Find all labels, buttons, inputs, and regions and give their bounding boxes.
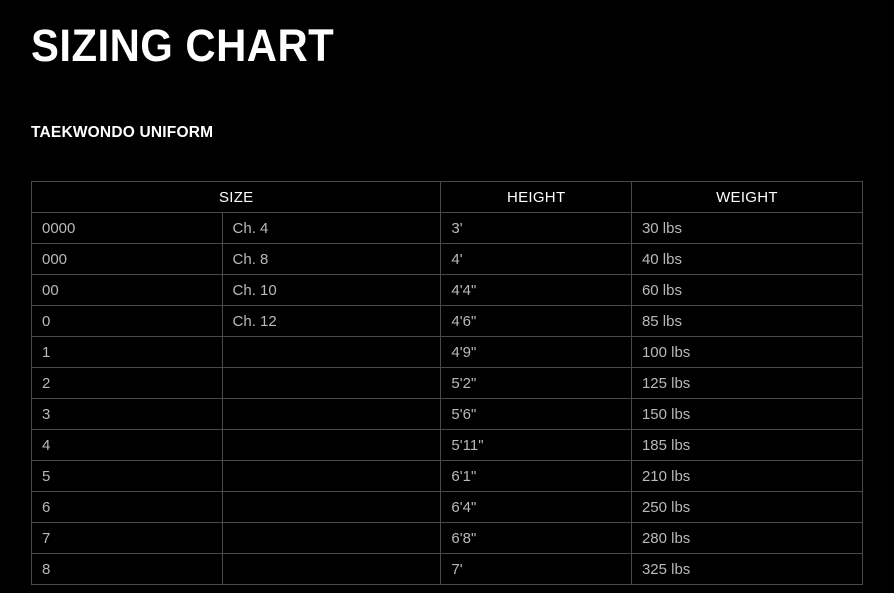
cell-chest: Ch. 10 bbox=[222, 275, 441, 306]
column-header-size: SIZE bbox=[32, 182, 441, 213]
cell-weight: 85 lbs bbox=[631, 306, 862, 337]
column-header-height: HEIGHT bbox=[441, 182, 632, 213]
cell-weight: 185 lbs bbox=[631, 430, 862, 461]
cell-size: 8 bbox=[32, 554, 223, 585]
cell-size: 1 bbox=[32, 337, 223, 368]
table-row bbox=[32, 213, 863, 244]
cell-height: 4'9" bbox=[441, 337, 632, 368]
cell-size: 4 bbox=[32, 430, 223, 461]
cell-chest bbox=[222, 523, 441, 554]
table-row bbox=[32, 430, 863, 461]
table-row bbox=[32, 368, 863, 399]
cell-chest bbox=[222, 368, 441, 399]
table-body bbox=[32, 213, 863, 585]
cell-size: 00 bbox=[32, 275, 223, 306]
table-row bbox=[32, 244, 863, 275]
cell-height: 7' bbox=[441, 554, 632, 585]
product-subtitle: TAEKWONDO UNIFORM bbox=[31, 124, 214, 141]
cell-size: 0000 bbox=[32, 213, 223, 244]
table-header-row bbox=[32, 182, 863, 213]
cell-chest: Ch. 4 bbox=[222, 213, 441, 244]
cell-weight: 150 lbs bbox=[631, 399, 862, 430]
cell-chest bbox=[222, 492, 441, 523]
cell-size: 0 bbox=[32, 306, 223, 337]
table-header bbox=[32, 182, 863, 213]
cell-height: 5'2" bbox=[441, 368, 632, 399]
cell-weight: 30 lbs bbox=[631, 213, 862, 244]
column-header-weight: WEIGHT bbox=[631, 182, 862, 213]
cell-size: 3 bbox=[32, 399, 223, 430]
cell-height: 5'6" bbox=[441, 399, 632, 430]
table-row bbox=[32, 461, 863, 492]
cell-height: 6'8" bbox=[441, 523, 632, 554]
table-row bbox=[32, 399, 863, 430]
cell-size: 7 bbox=[32, 523, 223, 554]
cell-weight: 125 lbs bbox=[631, 368, 862, 399]
table-row bbox=[32, 492, 863, 523]
table-row bbox=[32, 523, 863, 554]
cell-size: 2 bbox=[32, 368, 223, 399]
table-row bbox=[32, 275, 863, 306]
cell-weight: 40 lbs bbox=[631, 244, 862, 275]
cell-chest bbox=[222, 337, 441, 368]
cell-weight: 100 lbs bbox=[631, 337, 862, 368]
cell-weight: 250 lbs bbox=[631, 492, 862, 523]
cell-height: 6'1" bbox=[441, 461, 632, 492]
sizing-table bbox=[31, 181, 863, 585]
cell-height: 3' bbox=[441, 213, 632, 244]
cell-weight: 210 lbs bbox=[631, 461, 862, 492]
cell-weight: 280 lbs bbox=[631, 523, 862, 554]
cell-height: 5'11" bbox=[441, 430, 632, 461]
cell-height: 4'6" bbox=[441, 306, 632, 337]
cell-chest bbox=[222, 430, 441, 461]
cell-weight: 325 lbs bbox=[631, 554, 862, 585]
cell-height: 4' bbox=[441, 244, 632, 275]
cell-size: 5 bbox=[32, 461, 223, 492]
cell-chest bbox=[222, 554, 441, 585]
sizing-table-wrapper bbox=[31, 181, 863, 585]
cell-size: 000 bbox=[32, 244, 223, 275]
cell-size: 6 bbox=[32, 492, 223, 523]
cell-height: 6'4" bbox=[441, 492, 632, 523]
cell-chest: Ch. 8 bbox=[222, 244, 441, 275]
cell-weight: 60 lbs bbox=[631, 275, 862, 306]
cell-chest bbox=[222, 399, 441, 430]
page-title: SIZING CHART bbox=[31, 20, 335, 71]
cell-chest: Ch. 12 bbox=[222, 306, 441, 337]
table-row bbox=[32, 337, 863, 368]
table-row bbox=[32, 306, 863, 337]
cell-chest bbox=[222, 461, 441, 492]
cell-height: 4'4" bbox=[441, 275, 632, 306]
table-row bbox=[32, 554, 863, 585]
